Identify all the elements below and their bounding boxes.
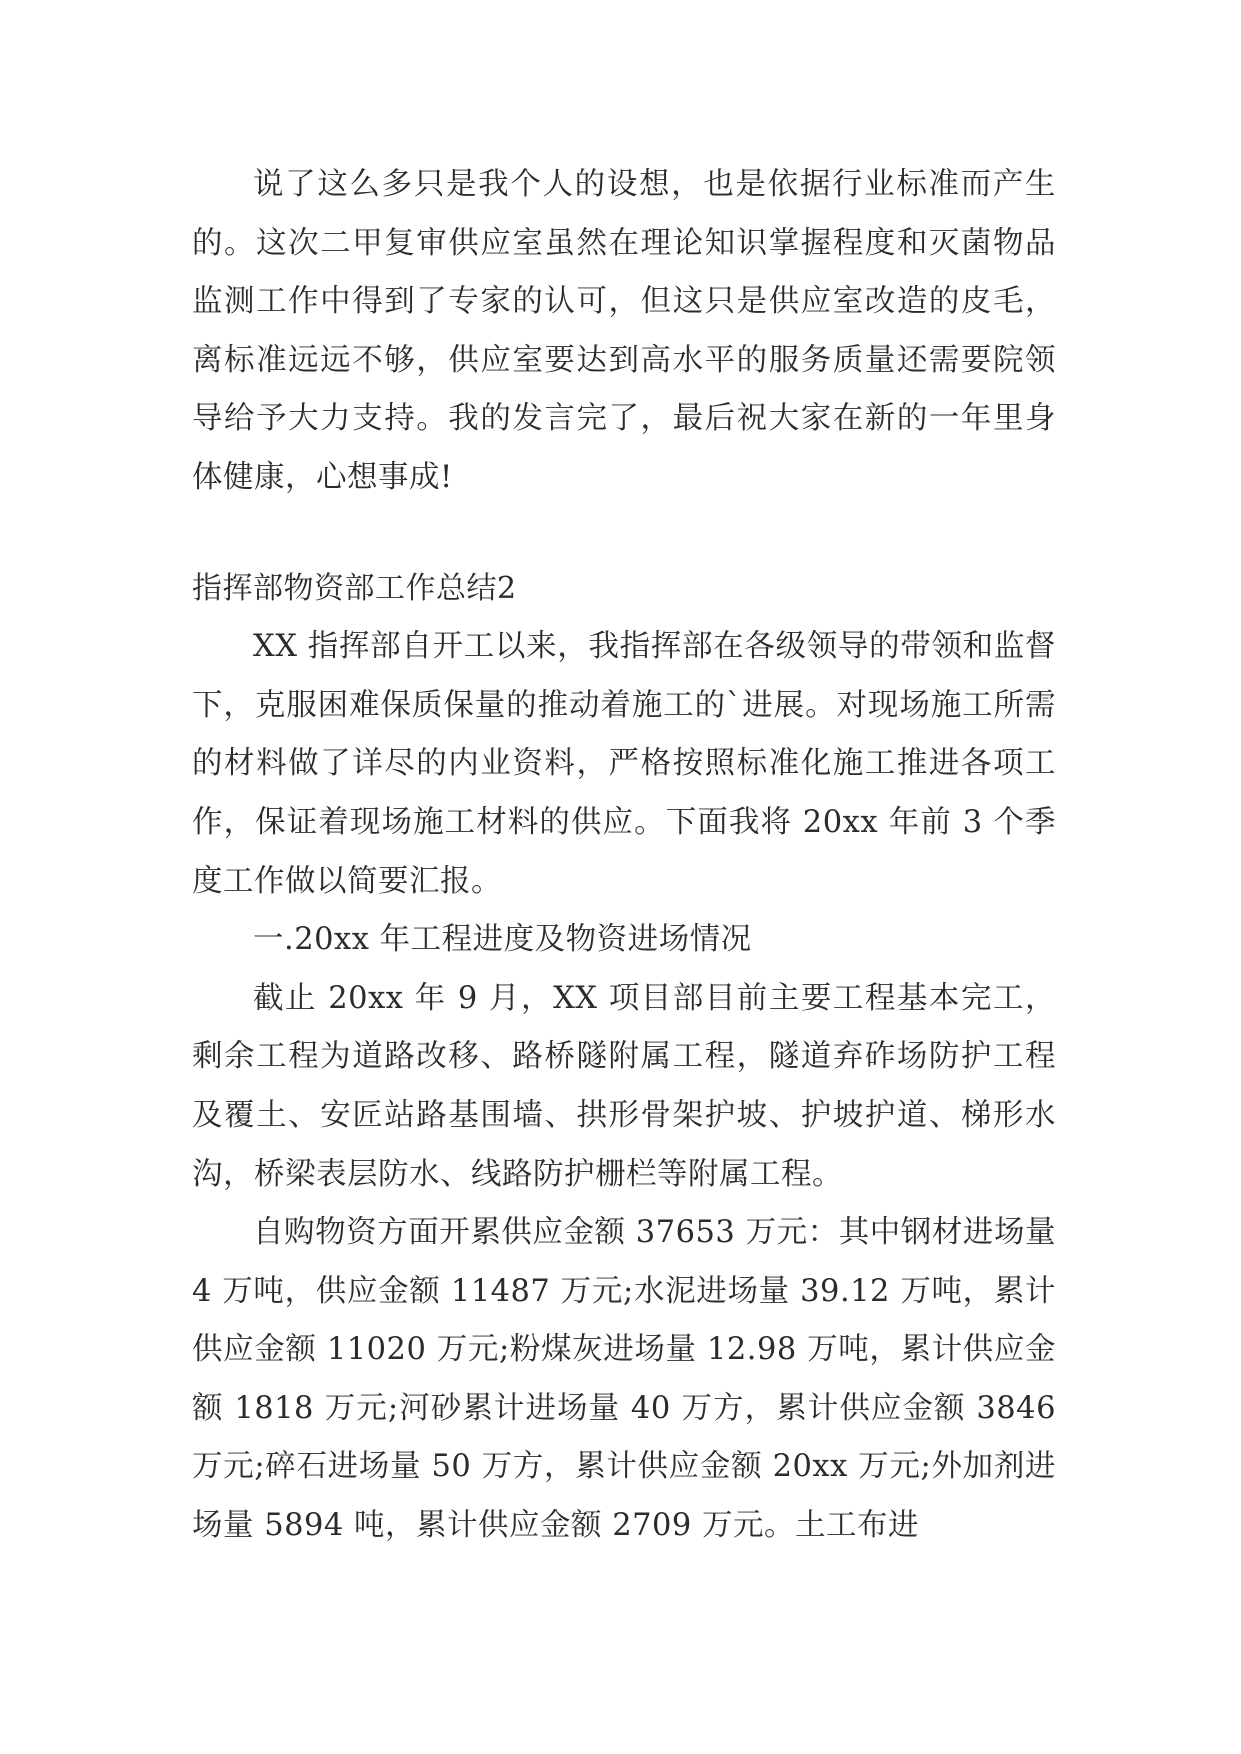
progress-paragraph: 截止 20xx 年 9 月，XX 项目部目前主要工程基本完工，剩余工程为道路改移、路桥隧附属工程，隧道弃砟场防护工程及覆土、安匠站路基围墙、拱形骨架护坡、护坡护道、梯形水沟，桥梁表层防水、线路防护栅栏等附属工程。 xyxy=(192,980,1056,1192)
document-body xyxy=(192,156,1056,1556)
materials-paragraph: 自购物资方面开累供应金额 37653 万元：其中钢材进场量 4 万吨，供应金额 11487 万元;水泥进场量 39.12 万吨，累计供应金额 11020 万元;粉煤灰进场量 12.98 万吨，累计供应金额 1818 万元;河砂累计进场量 40 万方，累计供应金额 3846 万元;碎石进场量 50 万方，累计供应金额 20xx 万元;外加剂进场量 5894 吨，累计供应金额 2709 万元。土工布进 xyxy=(192,1215,1056,1544)
section-title: 指挥部物资部工作总结2 xyxy=(192,570,517,606)
subsection-heading: 一.20xx 年工程进度及物资进场情况 xyxy=(253,922,752,958)
closing-paragraph: 说了这么多只是我个人的设想，也是依据行业标准而产生的。这次二甲复审供应室虽然在理论知识掌握程度和灭菌物品监测工作中得到了专家的认可，但这只是供应室改造的皮毛，离标准远远不够，供应室要达到高水平的服务质量还需要院领导给予大力支持。我的发言完了，最后祝大家在新的一年里身体健康，心想事成! xyxy=(192,167,1056,495)
intro-paragraph: XX 指挥部自开工以来，我指挥部在各级领导的带领和监督下，克服困难保质保量的推动着施工的`进展。对现场施工所需的材料做了详尽的内业资料，严格按照标准化施工推进各项工作，保证着现场施工材料的供应。下面我将 20xx 年前 3 个季度工作做以简要汇报。 xyxy=(192,629,1056,899)
